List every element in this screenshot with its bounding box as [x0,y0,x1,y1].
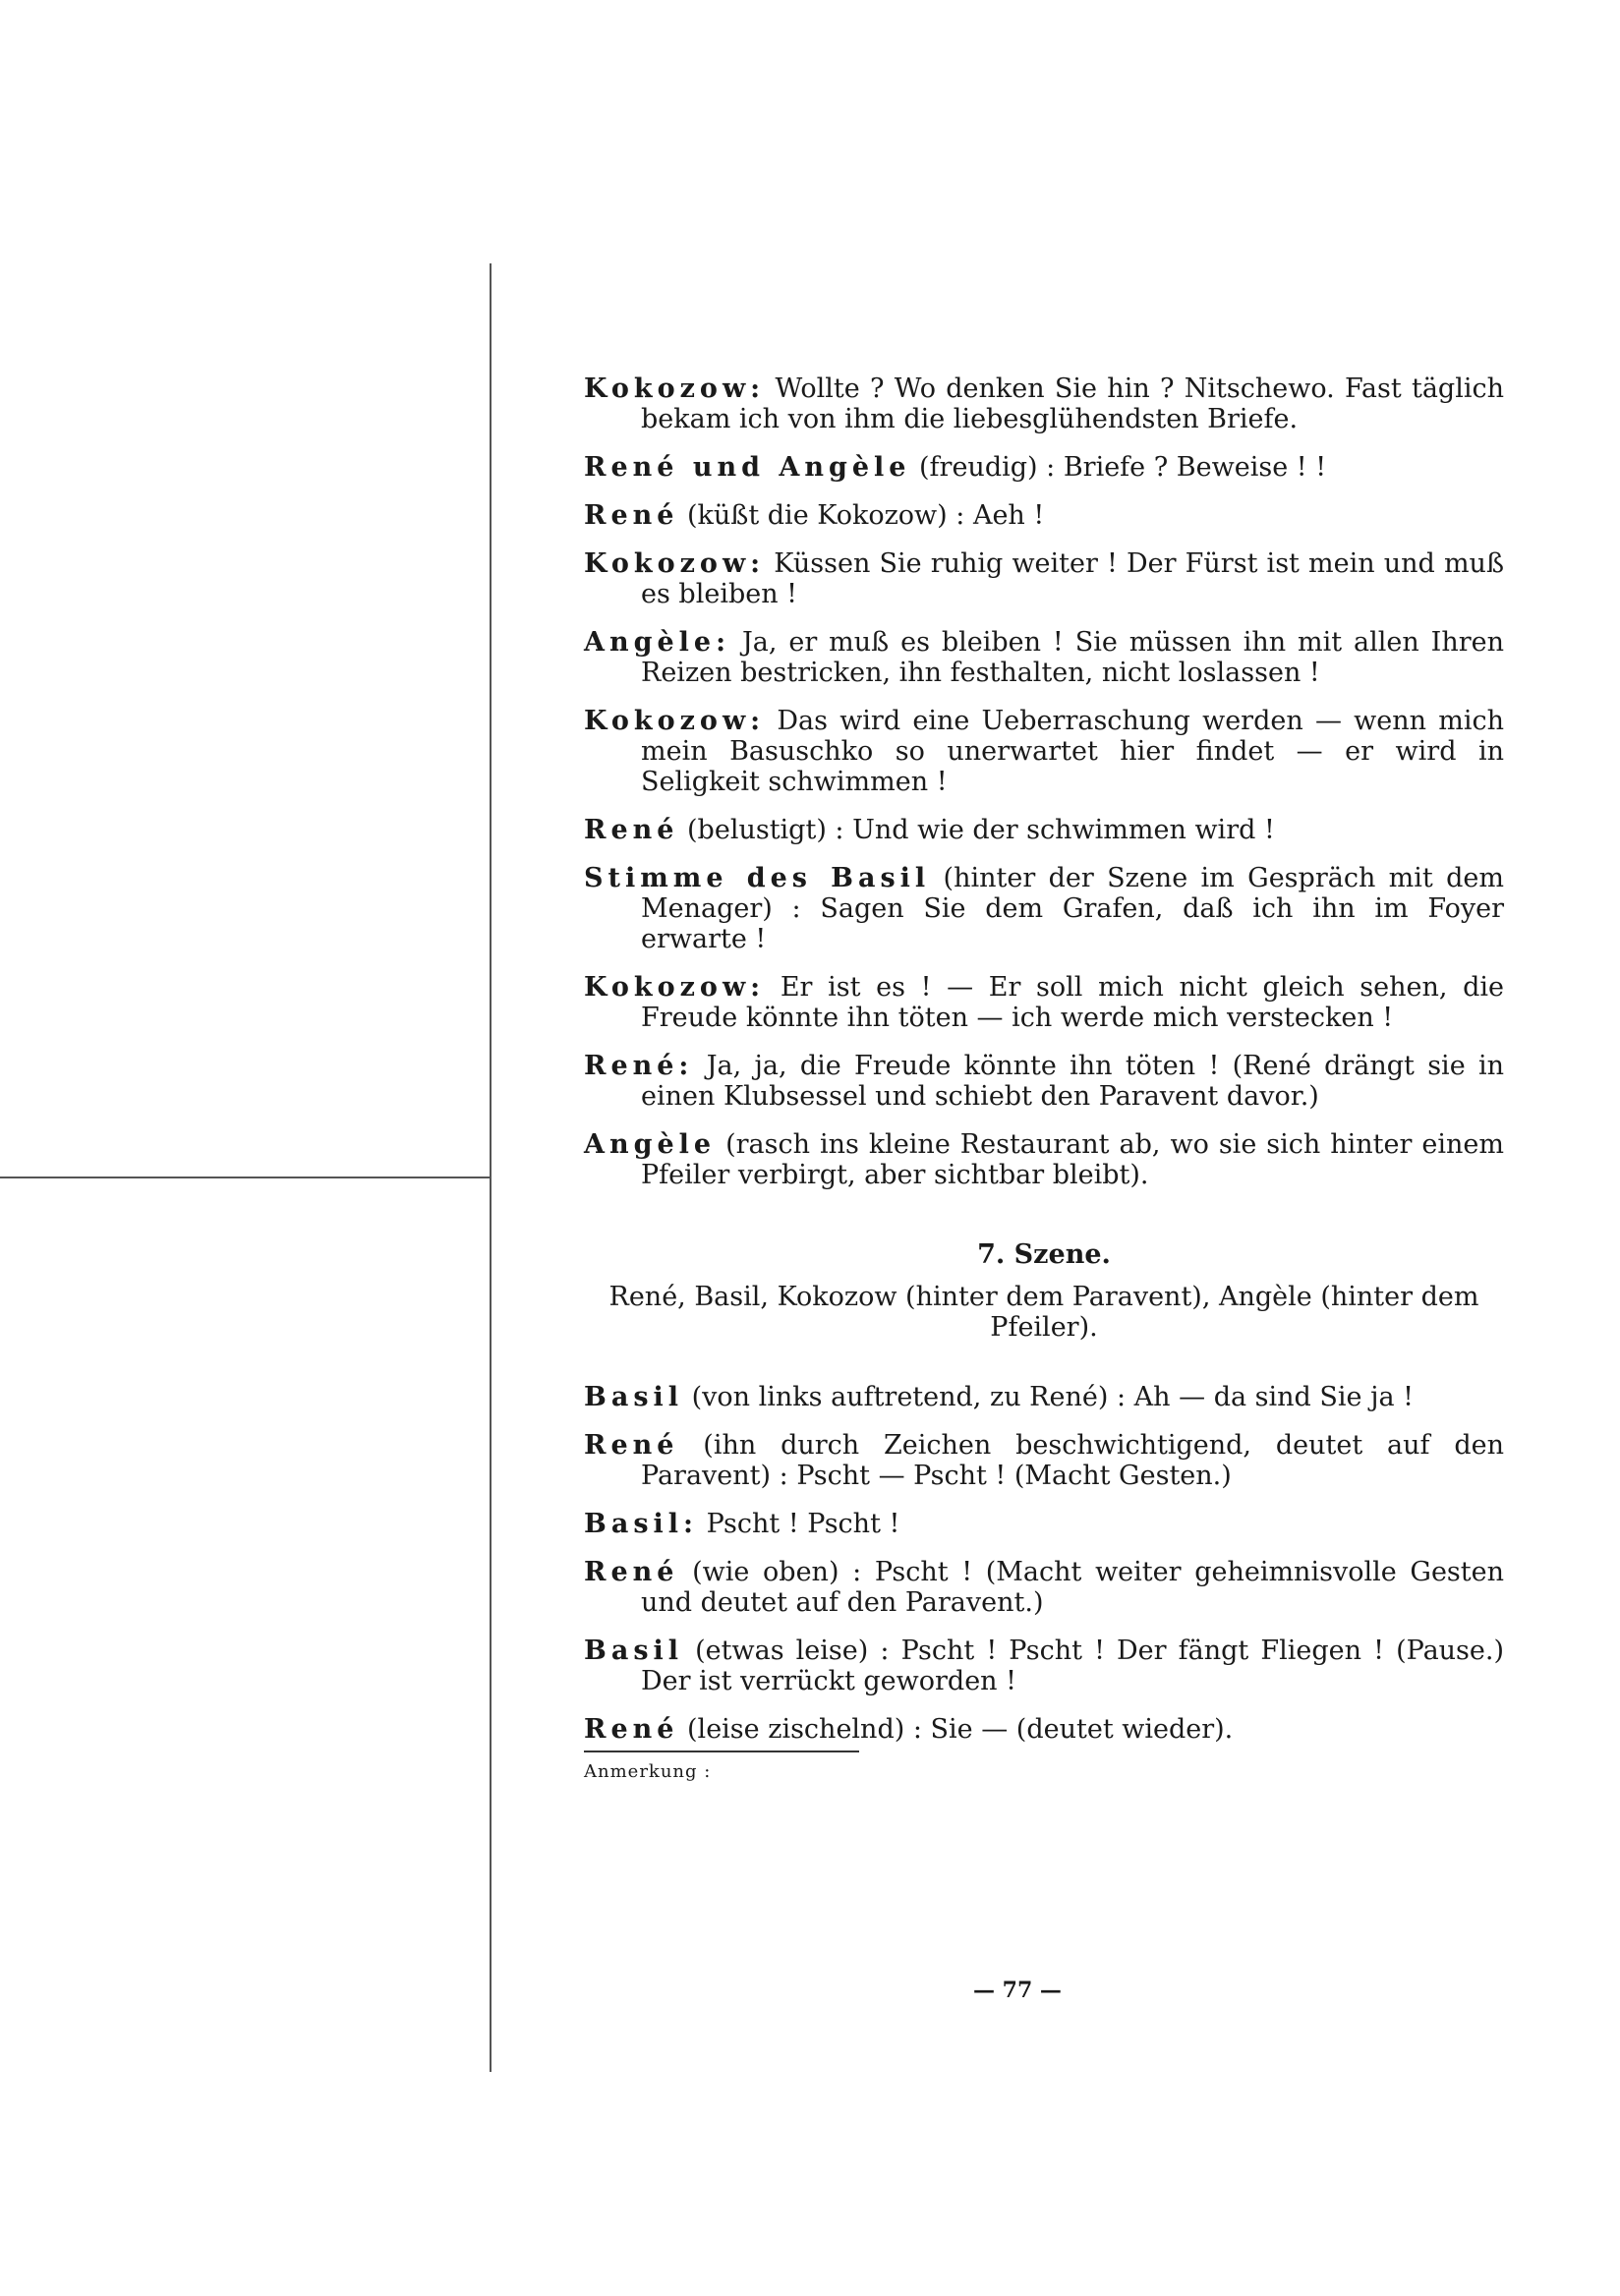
line-text: Pscht ! Pscht ! [698,1509,900,1539]
footnote-label: Anmerkung : [584,1761,712,1782]
line-text: Wollte ? Wo denken Sie hin ? Nitschewo. Fast täglich bekam ich von ihm die liebesglühendsten Briefe. [641,373,1504,434]
line-text: Ja, ja, die Freude könnte ihn töten ! (René drängt sie in einen Klubsessel und schiebt den Paravent davor.) [641,1051,1504,1112]
line-text: Ja, er muß es bleiben ! Sie müssen ihn mit allen Ihren Reizen bestricken, ihn festhalten, nicht loslassen ! [641,627,1504,688]
dialogue-line [584,627,1504,688]
footnote-rule [584,1751,859,1752]
page-number: — 77 — [973,1978,1062,2003]
dialogue-line [584,1557,1504,1618]
speaker-name: René [584,1430,679,1461]
speaker-name: Kokozow: [584,373,766,404]
speaker-name: Basil [584,1382,684,1412]
dialogue-line [584,1430,1504,1491]
dialogue-line [584,815,1504,845]
dialogue-line [584,373,1504,434]
page-body [584,373,1504,1787]
dialogue-line [584,1382,1504,1412]
line-text: (leise zischelnd) : Sie — (deutet wieder). [678,1714,1234,1745]
speaker-name: Basil [584,1636,684,1666]
speaker-name: René [584,1557,679,1587]
dialogue-line [584,706,1504,797]
speaker-name: Kokozow: [584,972,766,1003]
dialogue-line [584,863,1504,954]
line-text: (von links auftretend, zu René) : Ah — da sind Sie ja ! [683,1382,1414,1412]
speaker-name: René [584,815,679,845]
speaker-name: Kokozow: [584,548,766,579]
dialogue-line [584,972,1504,1033]
speaker-name: Stimme des Basil [584,863,931,893]
speaker-name: Angèle [584,1129,717,1160]
line-text: (rasch ins kleine Restaurant ab, wo sie sich hinter einem Pfeiler verbirgt, aber sichtbar bleibt). [641,1129,1504,1190]
scene-cast: René, Basil, Kokozow (hinter dem Paravent), Angèle (hinter dem Pfeiler). [608,1282,1479,1343]
line-text: (freudig) : Briefe ? Beweise ! ! [910,452,1327,483]
dialogue-line [584,1636,1504,1696]
line-text: (hinter der Szene im Gespräch mit dem Menager) : Sagen Sie dem Grafen, daß ich ihn im Foyer erwarte ! [641,863,1504,954]
dialogue-line [584,1051,1504,1112]
dialogue-line [584,1714,1504,1745]
speaker-name: René: [584,1051,694,1081]
line-text: (küßt die Kokozow) : Aeh ! [678,500,1045,531]
line-text: (ihn durch Zeichen beschwichtigend, deutet auf den Paravent) : Pscht — Pscht ! (Macht Gesten.) [641,1430,1504,1491]
line-text: Küssen Sie ruhig weiter ! Der Fürst ist mein und muß es bleiben ! [641,548,1504,609]
dialogue-line [584,452,1504,483]
scene-title: 7. Szene. [977,1239,1111,1270]
margin-vertical-rule [490,263,492,2072]
dialogue-line [584,1509,1504,1539]
line-text: (wie oben) : Pscht ! (Macht weiter geheimnisvolle Gesten und deutet auf den Paravent.) [641,1557,1504,1618]
margin-horizontal-rule [0,1177,490,1178]
dialogue-line [584,500,1504,531]
speaker-name: Basil: [584,1509,698,1539]
line-text: (etwas leise) : Pscht ! Pscht ! Der fängt Fliegen ! (Pause.) Der ist verrückt geworden ! [641,1636,1504,1696]
dialogue-line [584,548,1504,609]
speaker-name: René und Angèle [584,452,911,483]
speaker-name: René [584,500,679,531]
dialogue-line [584,1129,1504,1190]
line-text: (belustigt) : Und wie der schwimmen wird ! [678,815,1275,845]
speaker-name: René [584,1714,679,1745]
line-text: Das wird eine Ueberraschung werden — wenn mich mein Basuschko so unerwartet hier findet — er wird in Seligkeit schwimmen ! [641,706,1504,797]
line-text: Er ist es ! — Er soll mich nicht gleich sehen, die Freude könnte ihn töten — ich werde mich verstecken ! [641,972,1504,1033]
speaker-name: Kokozow: [584,706,766,736]
speaker-name: Angèle: [584,627,731,658]
